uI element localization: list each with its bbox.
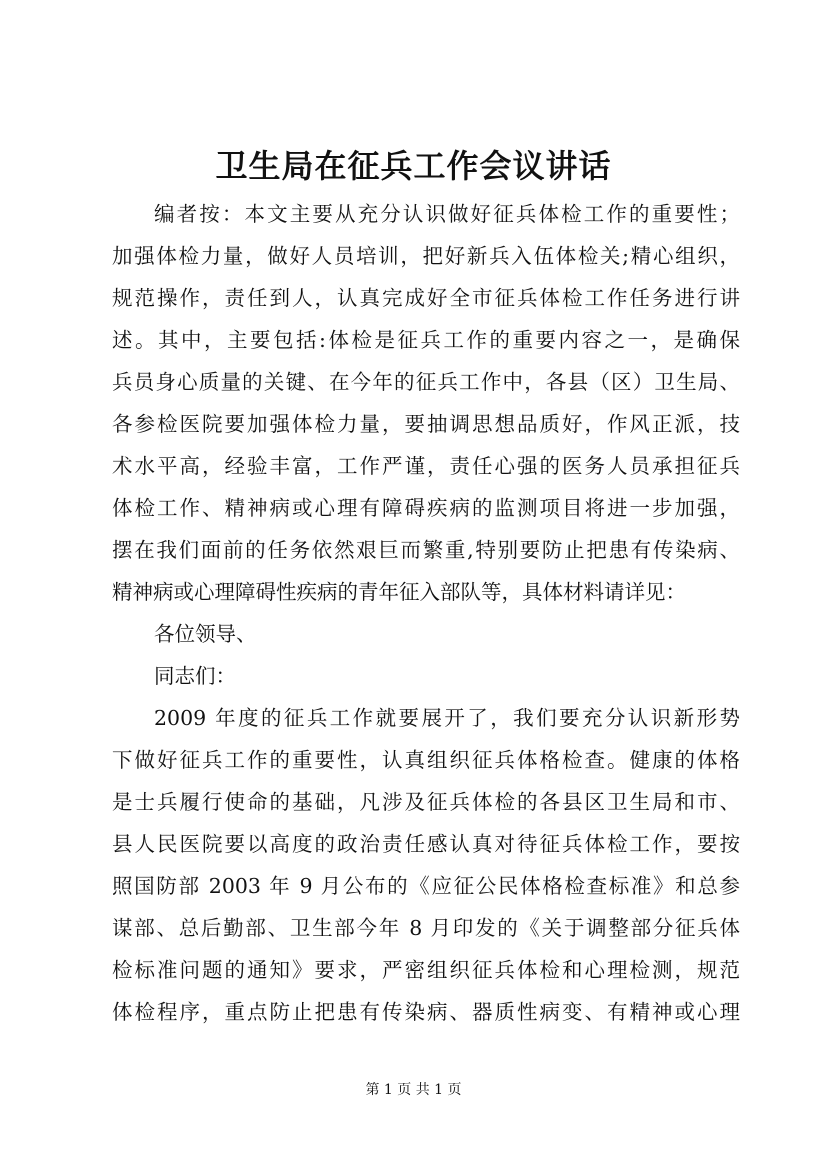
document-title: 卫生局在征兵工作会议讲话 [215,147,612,185]
paragraph-line: 是士兵履行使命的基础，凡涉及征兵体检的各县区卫生局和市、 [112,790,740,814]
document-body [112,193,740,1033]
paragraph-line: 兵员身心质量的关键、在今年的征兵工作中，各县（区）卫生局、 [112,370,740,394]
paragraph-line: 体检程序，重点防止把患有传染病、器质性病变、有精神或心理 [112,1000,740,1024]
paragraph-line: 摆在我们面前的任务依然艰巨而繁重,特别要防止把患有传染病、 [112,538,740,562]
paragraph-line: 术水平高，经验丰富，工作严谨，责任心强的医务人员承担征兵 [112,454,740,478]
paragraph-line: 各参检医院要加强体检力量，要抽调思想品质好，作风正派，技 [112,412,740,436]
paragraph-line: 谋部、总后勤部、卫生部今年 8 月印发的《关于调整部分征兵体 [112,916,740,940]
salutation-line: 同志们： [154,664,236,688]
paragraph-line: 精神病或心理障碍性疾病的青年征入部队等，具体材料请详见： [112,580,686,604]
paragraph-line: 下做好征兵工作的重要性，认真组织征兵体格检查。健康的体格 [112,748,740,772]
paragraph-line: 加强体检力量，做好人员培训，把好新兵入伍体检关;精心组织， [112,244,740,268]
paragraph-line: 述。其中，主要包括:体检是征兵工作的重要内容之一，是确保 [112,328,740,352]
paragraph-line: 规范操作，责任到人，认真完成好全市征兵体检工作任务进行讲 [112,286,740,310]
paragraph-line: 2009 年度的征兵工作就要展开了，我们要充分认识新形势 [154,706,740,730]
paragraph-line: 检标准问题的通知》要求，严密组织征兵体检和心理检测，规范 [112,958,740,982]
salutation-line: 各位领导、 [154,622,257,646]
paragraph-line: 县人民医院要以高度的政治责任感认真对待征兵体检工作，要按 [112,832,740,856]
paragraph-line: 编者按：本文主要从充分认识做好征兵体检工作的重要性； [154,202,740,226]
paragraph-line: 照国防部 2003 年 9 月公布的《应征公民体格检查标准》和总参 [112,874,740,898]
page-footer: 第 1 页 共 1 页 [365,1082,462,1098]
paragraph-line: 体检工作、精神病或心理有障碍疾病的监测项目将进一步加强， [112,496,740,520]
